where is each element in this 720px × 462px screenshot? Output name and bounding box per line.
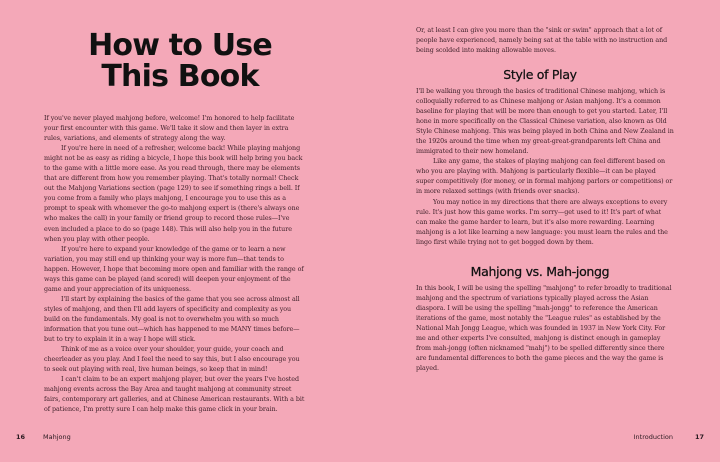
paragraph: If you've never played mahjong before, welcome! I'm honored to help facilitate your first encounter with this game. We'll take it slow and then layer in extra rules, variations, and elements of strategy along the way.	[44, 115, 295, 143]
chapter-title-line-1: How to Use	[88, 28, 272, 63]
paragraph: I can't claim to be an expert mahjong player, but over the years I've hosted mahjong events across the Bay Area and taught mahjong at community street fairs, contemporary art galleries, and at Chinese American restaurants. With a bit of patience, I'm pretty sure I can help make this game click in your brain.	[44, 376, 305, 414]
paragraph: You may notice in my directions that there are always exceptions to every rule. It's just how this game works. I'm sorry—get used to it! It's part of what can make the game harder to learn, but it's also more rewarding. Learning mahjong is a lot like learning a new language: you must learn the rules and the lingo first while trying not to get bogged down by them.	[416, 198, 668, 246]
paragraph: I'll start by explaining the basics of the game that you see across almost all styles of mahjong, and then I'll add layers of specificity and complexity as you build on the fundamentals. My goal is not to overwhelm you with so much information that you tune out—which has happened to me MANY times before—but to try to explain it in a way I hope will stick.	[44, 295, 300, 344]
continuation-text	[416, 26, 674, 56]
running-footer: Mahjong	[43, 433, 71, 441]
paragraph: Or, at least I can give you more than the "sink or swim" approach that a lot of people have experienced, namely being sat at the table with no instruction and being scolded into making allowable moves.	[416, 27, 668, 55]
running-footer: Introduction	[633, 433, 673, 441]
paragraph: If you're here in need of a refresher, welcome back! While playing mahjong might not be as easy as riding a bicycle, I hope this book will help bring you back to the game with a little more ease. As you read through, there may be elements that are different from how you remember playing. That's totally normal! Check out the Mahjong Variations section (page 129) to see if something rings a bell. If you come from a family who plays mahjong, I encourage you to use this as a prompt to speak with whomever the go-to mahjong expert is (there's always one who makes the call) in your family or friend group to record those rules—I've even included a place to do so (page 148). This will also help you in the future when you play with other people.	[44, 145, 303, 243]
section-heading-mahjong-vs-mah-jongg: Mahjong vs. Mah-jongg	[470, 264, 610, 279]
style-of-play-text	[416, 87, 674, 248]
page-number: 16	[16, 433, 26, 441]
left-body-text	[44, 114, 306, 415]
mahjong-vs-mahjongg-text	[416, 284, 674, 374]
chapter-title-line-2: This Book	[101, 59, 259, 94]
chapter-title	[0, 30, 360, 92]
paragraph: Like any game, the stakes of playing mahjong can feel different based on who you are playing with. Mahjong is particularly flexible—it can be played super competitively (for money, or in formal mahjong parlors or competitions) or in more relaxed settings (with friends over snacks).	[416, 158, 673, 196]
paragraph: Think of me as a voice over your shoulder, your guide, your coach and cheerleader as you play. And I feel the need to say this, but I also encourage you to seek out playing with real, live human beings, so keep that in mind!	[44, 346, 300, 374]
paragraph: If you're here to expand your knowledge of the game or to learn a new variation, you may still end up thinking your way is more fun—that tends to happen. However, I hope that becoming more open and familiar with the range of ways this game can be played (and scored) will deepen your enjoyment of the game and your appreciation of its uniqueness.	[44, 245, 304, 293]
right-page	[360, 0, 720, 462]
page-number: 17	[694, 433, 704, 441]
paragraph: I'll be walking you through the basics of traditional Chinese mahjong, which is colloquially referred to as Chinese mahjong or Asian mahjong. It's a common baseline for playing that will be more than enough to get you started. Later, I'll hone in more specifically on the Classical Chinese variation, also known as Old Style Chinese mahjong. This was being played in both China and New Zealand in the 1920s around the time when my great-great-grandparents left China and immigrated to their new homeland.	[416, 88, 674, 156]
section-heading-style-of-play: Style of Play	[503, 67, 577, 82]
paragraph: In this book, I will be using the spelling "mahjong" to refer broadly to traditional mahjong and the spectrum of variations typically played across the Asian diaspora. I will be using the spelling "mah-jongg" to reference the American iterations of the game, most notably the "League rules" as established by the National Mah Jongg League, which was founded in 1937 in New York City. For me and other experts I've consulted, mahjong is distinct enough in gameplay from mah-jongg (often nicknamed "mahj") to be spelled differently since there are fundamental differences to both the game pieces and the way the game is played.	[416, 285, 672, 373]
